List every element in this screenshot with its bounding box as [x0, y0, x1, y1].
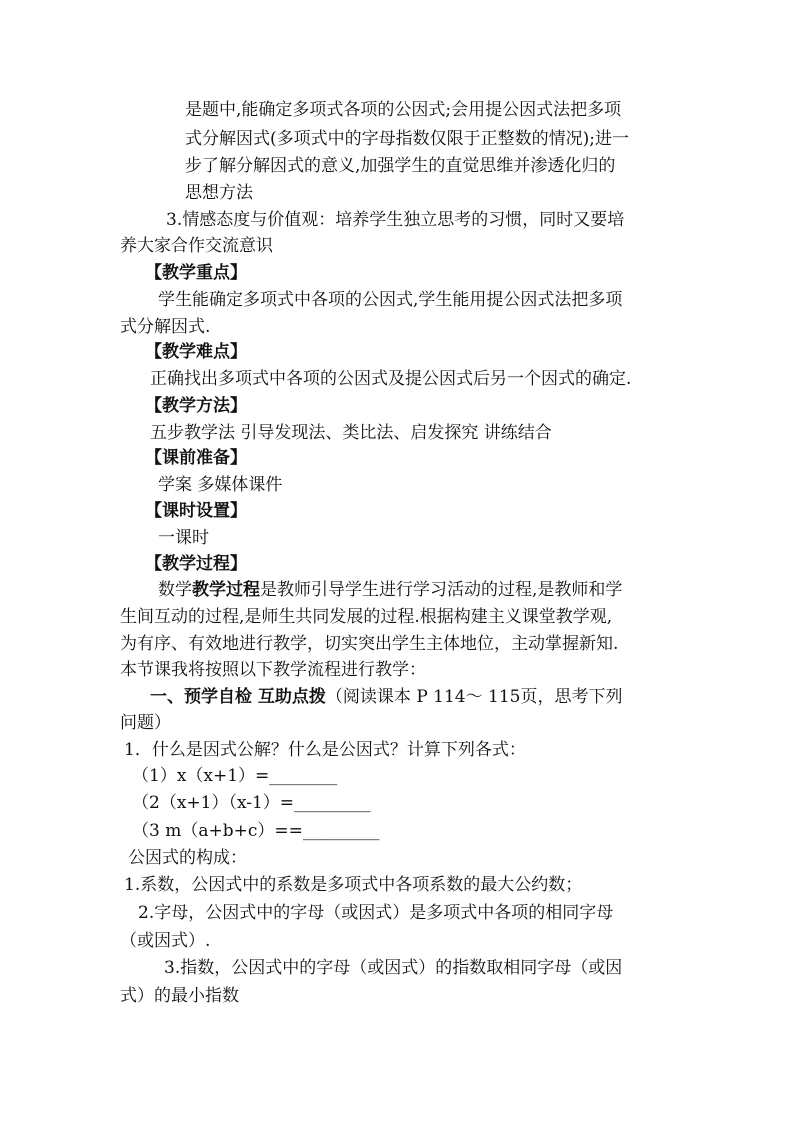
section-heading-preparation: 【课前准备】	[145, 448, 247, 468]
text-line: 1.系数，公因式中的系数是多项式中各项系数的最大公约数；	[124, 875, 583, 895]
text-line: 五步教学法 引导发现法、类比法、启发探究 讲练结合	[150, 423, 552, 443]
text-line: 养大家合作交流意识	[120, 236, 273, 256]
text-line: 为有序、有效地进行教学，切实突出学生主体地位，主动掌握新知.	[120, 634, 619, 654]
exercise-line: （3 m（a+b+c）==_________	[132, 821, 380, 841]
text-run-bold: 教学过程	[192, 580, 260, 600]
text-line: （或因式）.	[120, 931, 211, 951]
text-line: 正确找出多项式中各项的公因式及提公因式后另一个因式的确定.	[150, 369, 632, 389]
section-heading-difficulties: 【教学难点】	[145, 342, 247, 362]
text-line: 步了解分解因式的意义,加强学生的直觉思维并渗透化归的	[185, 156, 616, 176]
text-line: 是题中,能确定多项式各项的公因式;会用提公因式法把多项	[185, 100, 622, 120]
text-line: 3.情感态度与价值观：培养学生独立思考的习惯，同时又要培	[166, 210, 625, 230]
section-heading-key-points: 【教学重点】	[145, 263, 247, 283]
subsection-heading: 一、预学自检 互助点拨	[150, 687, 326, 707]
text-line: 生间互动的过程,是师生共同发展的过程.根据构建主义课堂教学观,	[120, 607, 613, 627]
text-line: 3.指数，公因式中的字母（或因式）的指数取相同字母（或因	[164, 958, 623, 978]
text-line: 学案 多媒体课件	[158, 475, 283, 495]
text-line: 本节课我将按照以下教学流程进行教学：	[120, 660, 426, 680]
question-line: 1．什么是因式公解？什么是公因式？计算下列各式：	[124, 740, 526, 760]
text-line: 2.字母，公因式中的字母（或因式）是多项式中各项的相同字母	[138, 903, 614, 923]
text-line: 一课时	[158, 528, 209, 548]
section-heading-process: 【教学过程】	[145, 554, 247, 574]
text-line	[158, 579, 622, 601]
text-line: 式分解因式(多项式中的字母指数仅限于正整数的情况);进一	[185, 129, 629, 149]
text-line: 思想方法	[185, 183, 253, 203]
text-run: 是教师引导学生进行学习活动的过程,是教师和学	[260, 580, 623, 600]
text-line: 式分解因式.	[120, 317, 211, 337]
text-run: 数学	[158, 580, 192, 600]
exercise-line: （2（x+1）（x-1）=_________	[132, 793, 371, 813]
text-line: 式）的最小指数	[120, 986, 239, 1006]
text-line: 学生能确定多项式中各项的公因式,学生能用提公因式法把多项	[158, 290, 623, 310]
section-heading-class-hours: 【课时设置】	[145, 501, 247, 521]
text-line	[150, 686, 622, 708]
exercise-line: （1）x（x+1）=________	[132, 766, 338, 786]
section-heading-methods: 【教学方法】	[145, 396, 247, 416]
text-line: 公因式的构成：	[128, 848, 247, 868]
text-run: （阅读课本 P 114～ 115页，思考下列	[325, 687, 623, 707]
text-line: 问题）	[120, 713, 171, 733]
